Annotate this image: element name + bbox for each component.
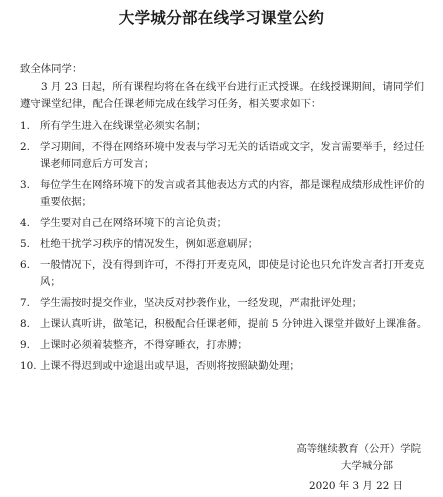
rule-number: 2. bbox=[20, 141, 30, 153]
rule-text: 杜绝干扰学习秩序的情况发生，例如恶意刷屏； bbox=[40, 238, 259, 250]
rule-item bbox=[20, 139, 430, 173]
rule-item bbox=[20, 257, 430, 291]
rule-number: 9. bbox=[20, 339, 30, 351]
rule-item bbox=[20, 236, 430, 253]
rule-number: 6. bbox=[20, 259, 30, 271]
rule-item bbox=[20, 337, 430, 354]
intro-paragraph: 3 月 23 日起，所有课程均将在各在线平台进行正式授课。在线授课期间，请同学们遵守课堂纪律，配合任课老师完成在线学习任务，相关要求如下： bbox=[20, 81, 425, 110]
rule-number: 3. bbox=[20, 179, 30, 191]
rule-number: 8. bbox=[20, 318, 30, 330]
rule-item bbox=[20, 316, 430, 333]
rule-number: 1. bbox=[20, 120, 30, 132]
rule-item bbox=[20, 295, 430, 312]
rule-number: 4. bbox=[20, 217, 30, 229]
rule-text: 每位学生在网络环境下的发言或者其他表达方式的内容，都是课程成绩形成性评价的重要依据； bbox=[40, 179, 425, 208]
rule-number: 7. bbox=[20, 297, 30, 309]
rule-item bbox=[20, 177, 430, 211]
rule-text: 学生要对自己在网络环境下的言论负责； bbox=[40, 217, 228, 229]
rule-text: 上课认真听讲，做笔记，积极配合任课老师，提前 5 分钟进入课堂并做好上课准备。 bbox=[40, 318, 428, 330]
rule-number: 10. bbox=[20, 360, 37, 372]
signature-branch: 大学城分部 bbox=[341, 460, 393, 472]
rule-text: 上课时必须着装整齐，不得穿睡衣，打赤膊； bbox=[40, 339, 248, 351]
signature-organization: 高等继续教育（公开）学院 bbox=[296, 443, 421, 455]
greeting: 致全体同学： bbox=[20, 63, 83, 75]
rule-item bbox=[20, 118, 430, 135]
rule-text: 一般情况下，没有得到许可，不得打开麦克风，即使是讨论也只允许发言者打开麦克风； bbox=[40, 259, 425, 288]
signature-date: 2020 年 3 月 22 日 bbox=[309, 480, 403, 492]
rule-text: 学习期间，不得在网络环境中发表与学习无关的话语或文字，发言需要举手，经过任课老师同意后方可发言； bbox=[40, 141, 425, 170]
rule-item bbox=[20, 358, 430, 375]
page-title: 大学城分部在线学习课堂公约 bbox=[118, 9, 325, 27]
rule-text: 学生需按时提交作业，坚决反对抄袭作业，一经发现，严肃批评处理； bbox=[40, 297, 363, 309]
rule-text: 所有学生进入在线课堂必须实名制； bbox=[40, 120, 207, 132]
rules-list bbox=[20, 118, 430, 379]
rule-item bbox=[20, 215, 430, 232]
rule-text: 上课不得迟到或中途退出或早退，否则将按照缺勤处理； bbox=[40, 360, 300, 372]
rule-number: 5. bbox=[20, 238, 30, 250]
